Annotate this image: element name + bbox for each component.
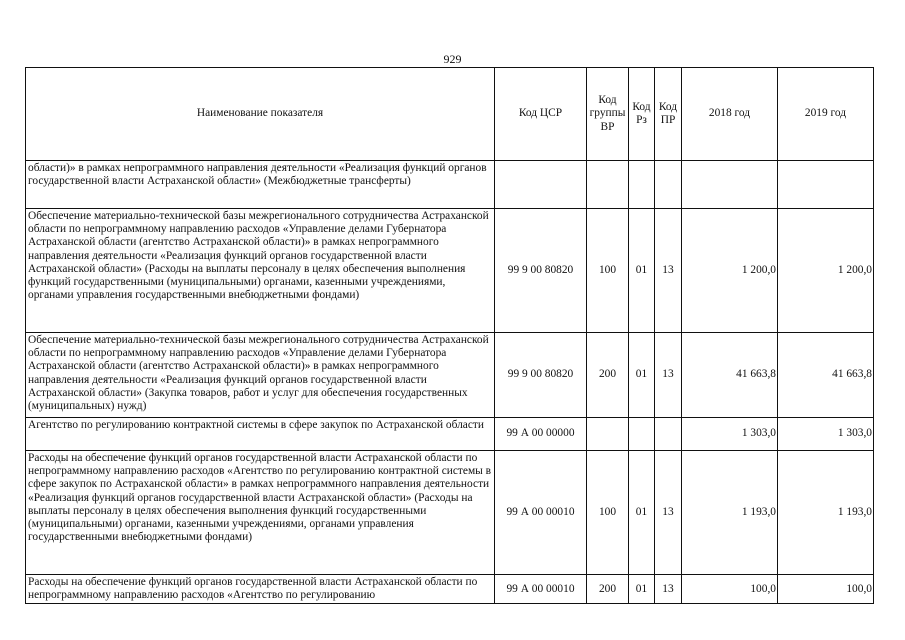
row-2019-cell: 1 303,0	[778, 418, 874, 451]
row-rz-cell	[629, 418, 655, 451]
row-pr-cell: 13	[655, 209, 682, 333]
row-csr-cell	[495, 161, 587, 209]
table-row	[26, 161, 874, 209]
row-2019-cell: 100,0	[778, 575, 874, 604]
table-row	[26, 418, 874, 451]
row-csr-cell: 99 А 00 00010	[495, 575, 587, 604]
row-2019-cell: 1 193,0	[778, 451, 874, 575]
row-name-cell: Агентство по регулированию контрактной системы в сфере закупок по Астраханской области	[26, 418, 495, 451]
row-name-cell: области)» в рамках непрограммного направления деятельности «Реализация функций органов государственной власти Астраханской области» (Межбюджетные трансферты)	[26, 161, 495, 209]
table-row	[26, 209, 874, 333]
row-vr-cell: 100	[587, 209, 629, 333]
row-csr-cell: 99 9 00 80820	[495, 209, 587, 333]
row-2018-cell: 1 303,0	[682, 418, 778, 451]
row-csr-cell: 99 А 00 00000	[495, 418, 587, 451]
page-number: 929	[443, 52, 462, 66]
budget-table	[25, 67, 874, 604]
row-name-cell: Обеспечение материально-технической базы межрегионального сотрудничества Астраханской области по непрограммному направлению расходов «Управление делами Губернатора Астраханской области (агентство Астраханской области)» в рамках непрограммного направления деятельности «Реализация функций органов государственной власти Астраханской области» (Расходы на выплаты персоналу в целях обеспечения выполнения функций государственными (муниципальными) органами, казенными учреждениями, органами управления государственными внебюджетными фондами)	[26, 209, 495, 333]
row-vr-cell: 100	[587, 451, 629, 575]
row-2018-cell: 1 200,0	[682, 209, 778, 333]
row-pr-cell	[655, 418, 682, 451]
row-rz-cell: 01	[629, 209, 655, 333]
row-rz-cell: 01	[629, 451, 655, 575]
row-pr-cell: 13	[655, 575, 682, 604]
row-csr-cell: 99 9 00 80820	[495, 333, 587, 418]
header-name: Наименование показателя	[26, 68, 495, 161]
header-2019: 2019 год	[778, 68, 874, 161]
row-rz-cell: 01	[629, 333, 655, 418]
row-2018-cell	[682, 161, 778, 209]
row-vr-cell	[587, 418, 629, 451]
row-2018-cell: 41 663,8	[682, 333, 778, 418]
row-vr-cell: 200	[587, 333, 629, 418]
header-pr: Код ПР	[655, 68, 682, 161]
row-pr-cell: 13	[655, 333, 682, 418]
row-2019-cell: 41 663,8	[778, 333, 874, 418]
table-row	[26, 451, 874, 575]
table-row	[26, 333, 874, 418]
row-2018-cell: 100,0	[682, 575, 778, 604]
row-name-cell: Расходы на обеспечение функций органов государственной власти Астраханской области по непрограммному направлению расходов «Агентство по регулированию контрактной системы в сфере закупок по Астраханской области» в рамках непрограммного направления деятельности «Реализация функций органов государственной власти Астраханской области» (Расходы на выплаты персоналу в целях обеспечения выполнения функций государственными (муниципальными) органами, казенными учреждениями, органами управления государственными внебюджетными фондами)	[26, 451, 495, 575]
table-row	[26, 575, 874, 604]
row-pr-cell: 13	[655, 451, 682, 575]
row-2018-cell: 1 193,0	[682, 451, 778, 575]
row-vr-cell: 200	[587, 575, 629, 604]
row-2019-cell	[778, 161, 874, 209]
row-name-cell: Обеспечение материально-технической базы межрегионального сотрудничества Астраханской области по непрограммному направлению расходов «Управление делами Губернатора Астраханской области (агентство Астраханской области)» в рамках непрограммного направления деятельности «Реализация функций органов государственной власти Астраханской области» (Закупка товаров, работ и услуг для обеспечения государственных (муниципальных) нужд)	[26, 333, 495, 418]
table-header-row	[26, 68, 874, 161]
header-vr: Код группы ВР	[587, 68, 629, 161]
row-rz-cell	[629, 161, 655, 209]
row-pr-cell	[655, 161, 682, 209]
header-2018: 2018 год	[682, 68, 778, 161]
row-vr-cell	[587, 161, 629, 209]
row-2019-cell: 1 200,0	[778, 209, 874, 333]
row-name-cell: Расходы на обеспечение функций органов государственной власти Астраханской области по непрограммному направлению расходов «Агентство по регулированию	[26, 575, 495, 604]
row-rz-cell: 01	[629, 575, 655, 604]
header-csr: Код ЦСР	[495, 68, 587, 161]
row-csr-cell: 99 А 00 00010	[495, 451, 587, 575]
header-rz: Код Рз	[629, 68, 655, 161]
